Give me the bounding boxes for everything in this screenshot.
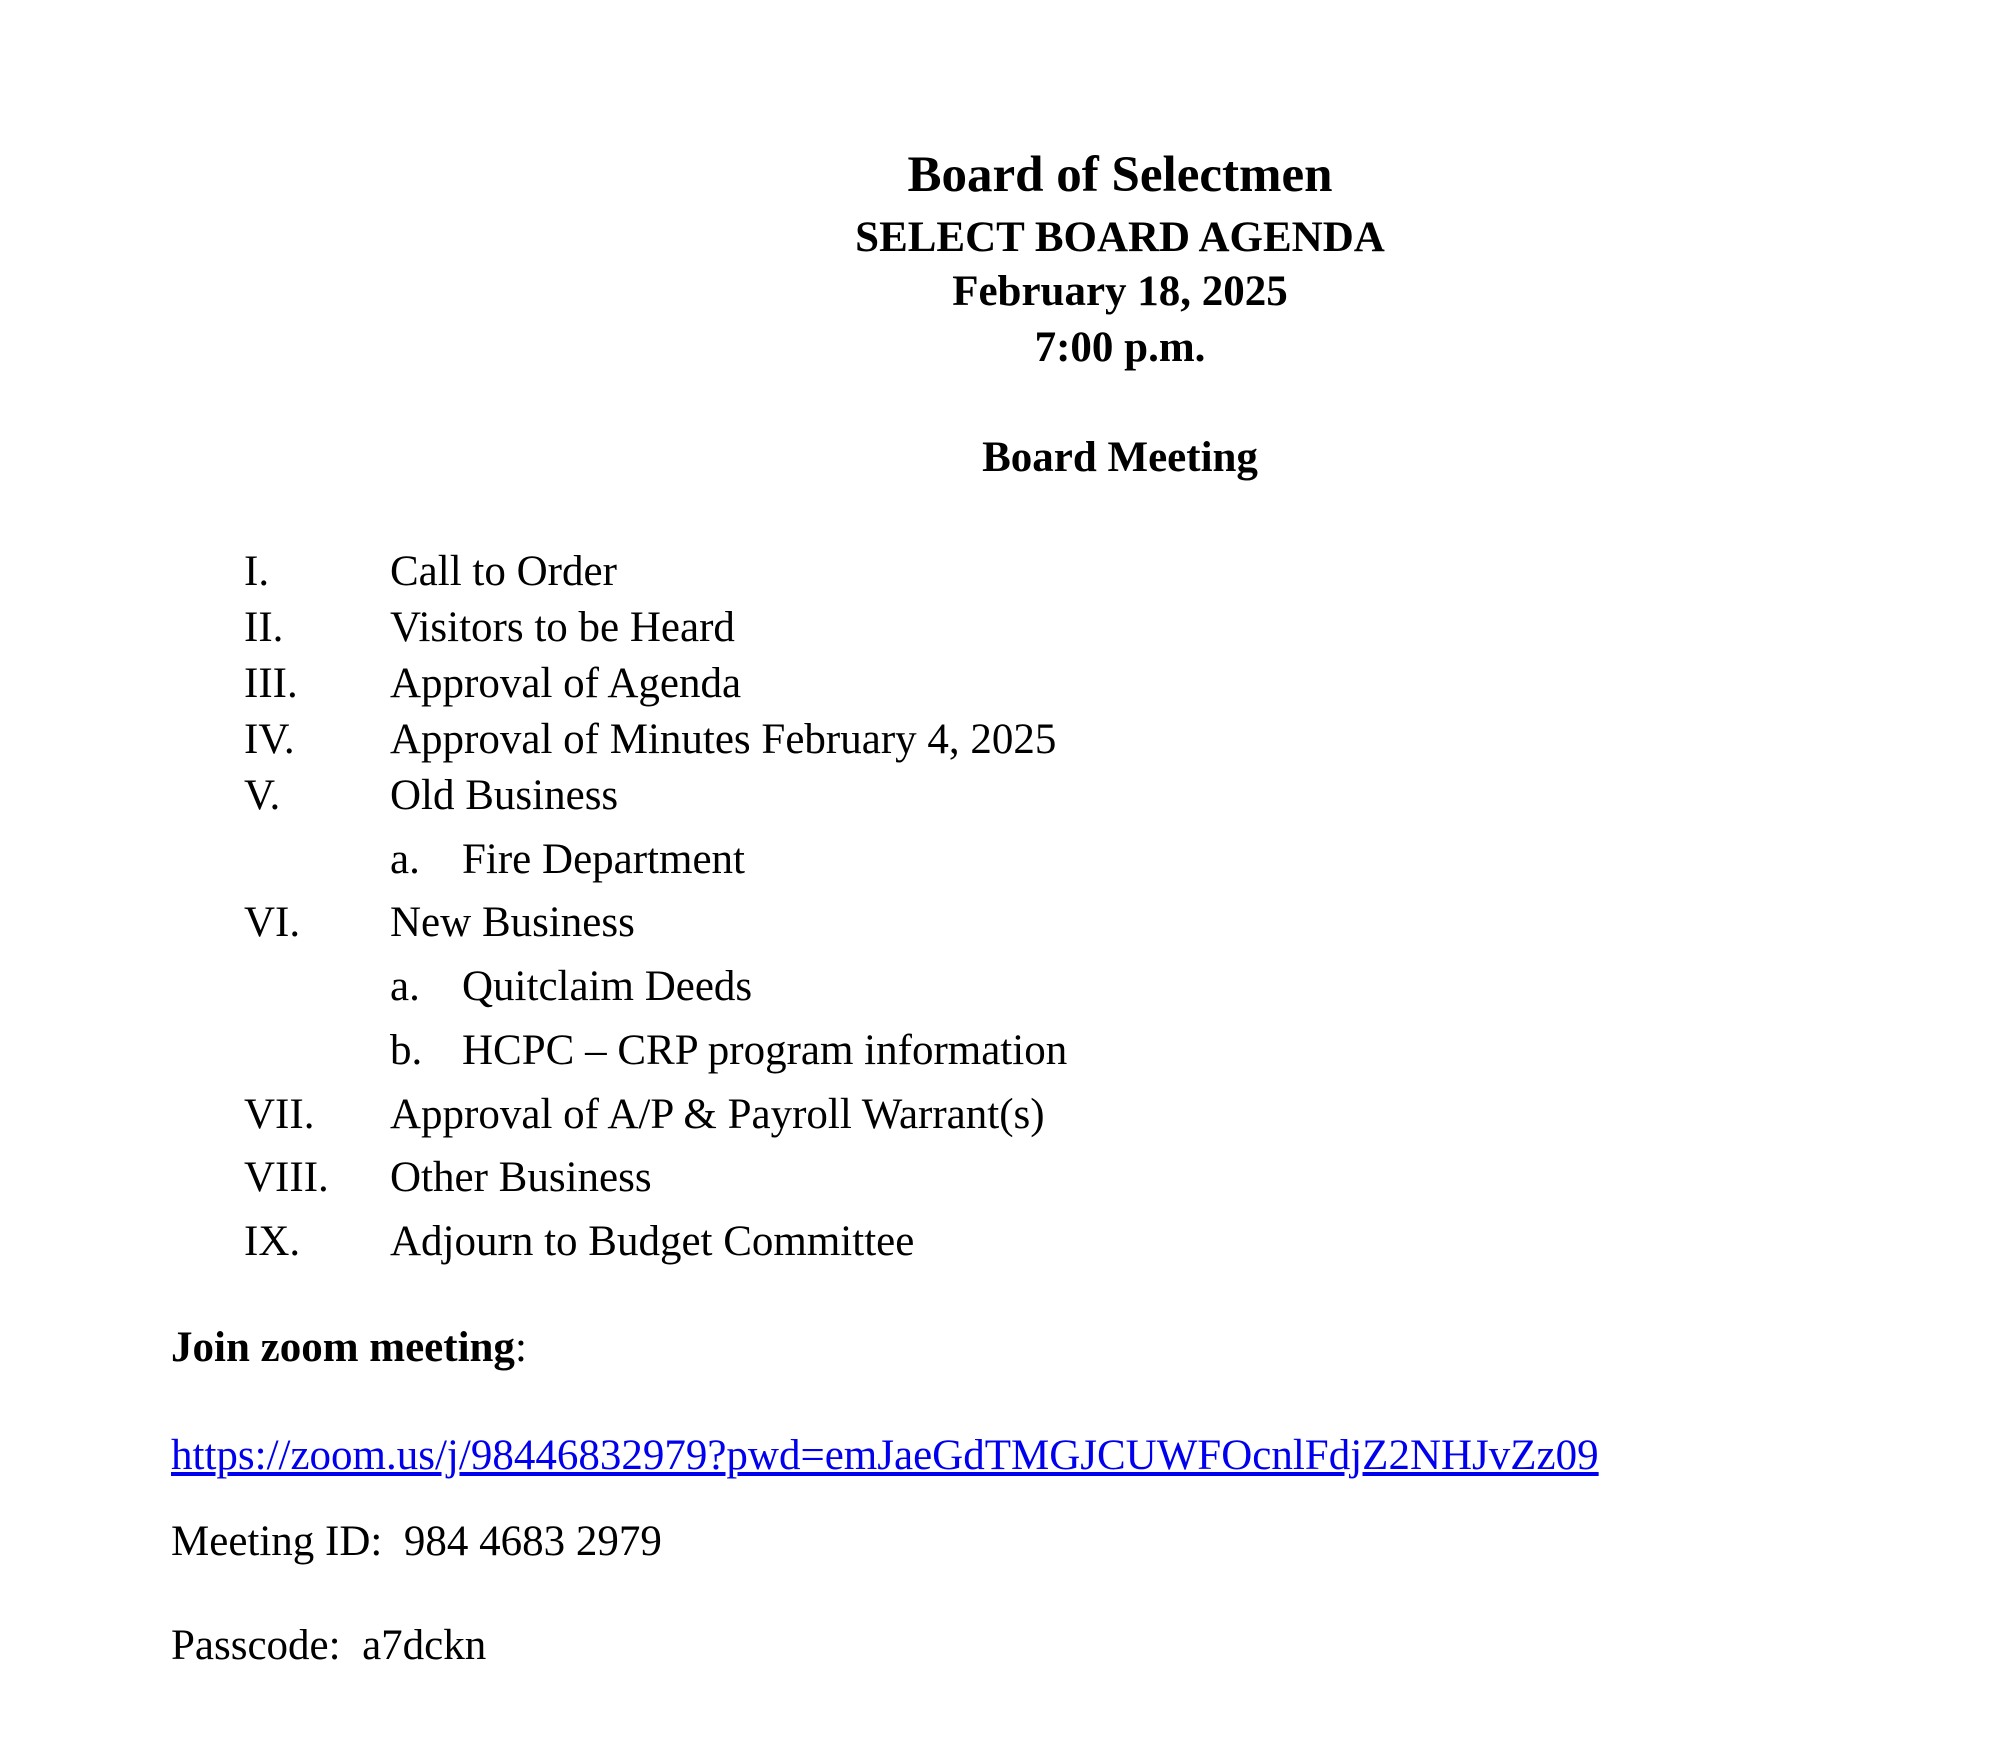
agenda-subitem-text: Quitclaim Deeds xyxy=(462,963,753,1010)
zoom-heading-label: Join zoom meeting xyxy=(171,1324,515,1371)
agenda-item-text: Other Business xyxy=(390,1154,652,1201)
agenda-item-numeral: IX. xyxy=(244,1218,301,1265)
zoom-heading xyxy=(171,1322,527,1374)
agenda-item-text: Approval of Agenda xyxy=(390,660,742,707)
agenda-item-text: Approval of A/P & Payroll Warrant(s) xyxy=(390,1091,1045,1138)
agenda-item-text: Adjourn to Budget Committee xyxy=(390,1218,915,1265)
agenda-item-numeral: VI. xyxy=(244,899,301,946)
zoom-meeting-link[interactable]: https://zoom.us/j/98446832979?pwd=emJaeGdTMGJCUWFOcnlFdjZ2NHJvZz09 xyxy=(171,1432,1599,1479)
agenda-subitem-letter: a. xyxy=(390,963,420,1010)
agenda-subitem-letter: a. xyxy=(390,836,420,883)
agenda-item-text: New Business xyxy=(390,899,635,946)
meeting-id: Meeting ID: 984 4683 2979 xyxy=(171,1518,662,1565)
agenda-subitem-letter: b. xyxy=(390,1027,423,1074)
agenda-item-numeral: III. xyxy=(244,660,298,707)
agenda-item-numeral: I. xyxy=(244,548,270,595)
agenda-item-numeral: IV. xyxy=(244,716,295,763)
meeting-type-heading: Board Meeting xyxy=(982,434,1258,481)
agenda-subitem-text: HCPC – CRP program information xyxy=(462,1027,1068,1074)
agenda-subitem-text: Fire Department xyxy=(462,836,745,883)
agenda-item-text: Approval of Minutes February 4, 2025 xyxy=(390,716,1057,763)
meeting-date: February 18, 2025 xyxy=(952,268,1288,315)
agenda-label: SELECT BOARD AGENDA xyxy=(855,214,1385,261)
zoom-heading-colon: : xyxy=(514,1324,527,1371)
meeting-time: 7:00 p.m. xyxy=(1034,324,1206,371)
agenda-item-numeral: V. xyxy=(244,772,281,819)
page-title: Board of Selectmen xyxy=(907,147,1333,203)
agenda-item-numeral: VIII. xyxy=(244,1154,329,1201)
agenda-item-numeral: VII. xyxy=(244,1091,315,1138)
agenda-item-numeral: II. xyxy=(244,604,284,651)
agenda-item-text: Old Business xyxy=(390,772,619,819)
agenda-item-text: Call to Order xyxy=(390,548,617,595)
agenda-item-text: Visitors to be Heard xyxy=(390,604,735,651)
passcode: Passcode: a7dckn xyxy=(171,1622,487,1669)
